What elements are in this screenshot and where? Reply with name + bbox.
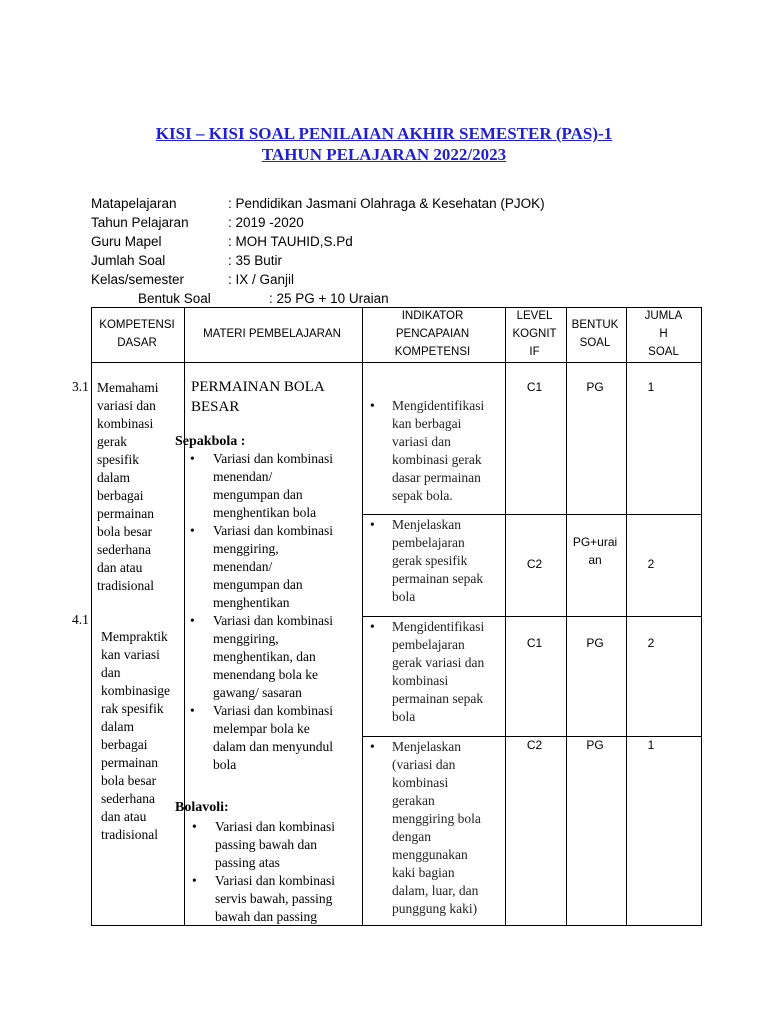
bolavoli-label: Bolavoli: [175, 800, 229, 815]
bolavoli-list [192, 818, 335, 926]
row-divider [362, 514, 701, 515]
jumlah-row-1: 1 [647, 380, 655, 394]
bentuk-row-4: PG [586, 738, 604, 752]
sepakbola-list [190, 450, 333, 774]
list-item: • Variasi dan kombinasi servis bawah, passing bawah dan passing [192, 873, 335, 924]
indikator-row-4: • Menjelaskan (variasi dan kombinasi gerakan menggiring bola dengan menggunakan kaki bagian dalam, luar, dan punggung kaki) [370, 739, 481, 916]
header-level-kognitif: LEVEL KOGNIT IF [512, 310, 557, 358]
header-bentuk-soal: BENTUK SOAL [571, 319, 619, 349]
document-title: KISI – KISI SOAL PENILAIAN AKHIR SEMESTER (PAS)-1 [155, 124, 613, 143]
kd-text-4-1: Mempraktik kan variasi dan kombinasige rak spesifik dalam berbagai permainan bola besar sederhana dan atau tradisional [101, 629, 170, 842]
sepakbola-label: Sepakbola : [175, 434, 246, 449]
header-materi: MATERI PEMBELAJARAN [203, 328, 341, 340]
indikator-row-2: • Menjelaskan pembelajaran gerak spesifik permainan sepak bola [370, 517, 484, 604]
indikator-row-1: • Mengidentifikasi kan berbagai variasi dan kombinasi gerak dasar permainan sepak bola. [370, 398, 485, 503]
header-jumlah-soal: JUMLA H SOAL [644, 310, 683, 358]
jumlah-row-3: 2 [647, 636, 655, 650]
list-item: • Variasi dan kombinasi menggiring, menghentikan, dan menendang bola ke gawang/ sasaran [190, 613, 333, 700]
list-item: • Variasi dan kombinasi menggiring, menendan/ mengumpan dan menghentikan [190, 523, 333, 610]
row-divider [362, 616, 701, 617]
jumlah-row-4: 1 [647, 738, 655, 752]
document-subtitle: TAHUN PELAJARAN 2022/2023 [261, 145, 507, 164]
header-indikator: INDIKATOR PENCAPAIAN KOMPETENSI [394, 310, 471, 358]
list-item: • Variasi dan kombinasi passing bawah dan passing atas [192, 819, 335, 870]
header-divider [92, 362, 701, 363]
list-item: • Variasi dan kombinasi melempar bola ke dalam dan menyundul bola [190, 703, 333, 772]
kd-text-3-1: Memahami variasi dan kombinasi gerak spesifik dalam berbagai permainan bola besar sederhana dan atau tradisional [97, 380, 159, 593]
level-row-3: C1 [526, 636, 543, 650]
indikator-row-3: • Mengidentifikasi pembelajaran gerak variasi dan kombinasi permainan sepak bola [370, 619, 485, 724]
materi-heading: PERMAINAN BOLA BESAR [191, 379, 325, 415]
kd-number: 3.1 [72, 379, 89, 394]
level-row-2: C2 [526, 557, 543, 571]
list-item: • Variasi dan kombinasi menendan/ mengumpan dan menghentikan bola [190, 451, 333, 520]
level-row-1: C1 [526, 380, 543, 394]
level-row-4: C2 [526, 738, 543, 752]
col-divider [184, 308, 185, 925]
jumlah-row-2: 2 [647, 557, 655, 571]
bentuk-row-1: PG [586, 380, 604, 394]
bentuk-row-2: PG+urai an [572, 535, 618, 567]
row-divider [362, 736, 701, 737]
bentuk-row-3: PG [586, 636, 604, 650]
kd-number: 4.1 [72, 612, 89, 627]
header-kompetensi-dasar: KOMPETENSI DASAR [99, 319, 175, 349]
